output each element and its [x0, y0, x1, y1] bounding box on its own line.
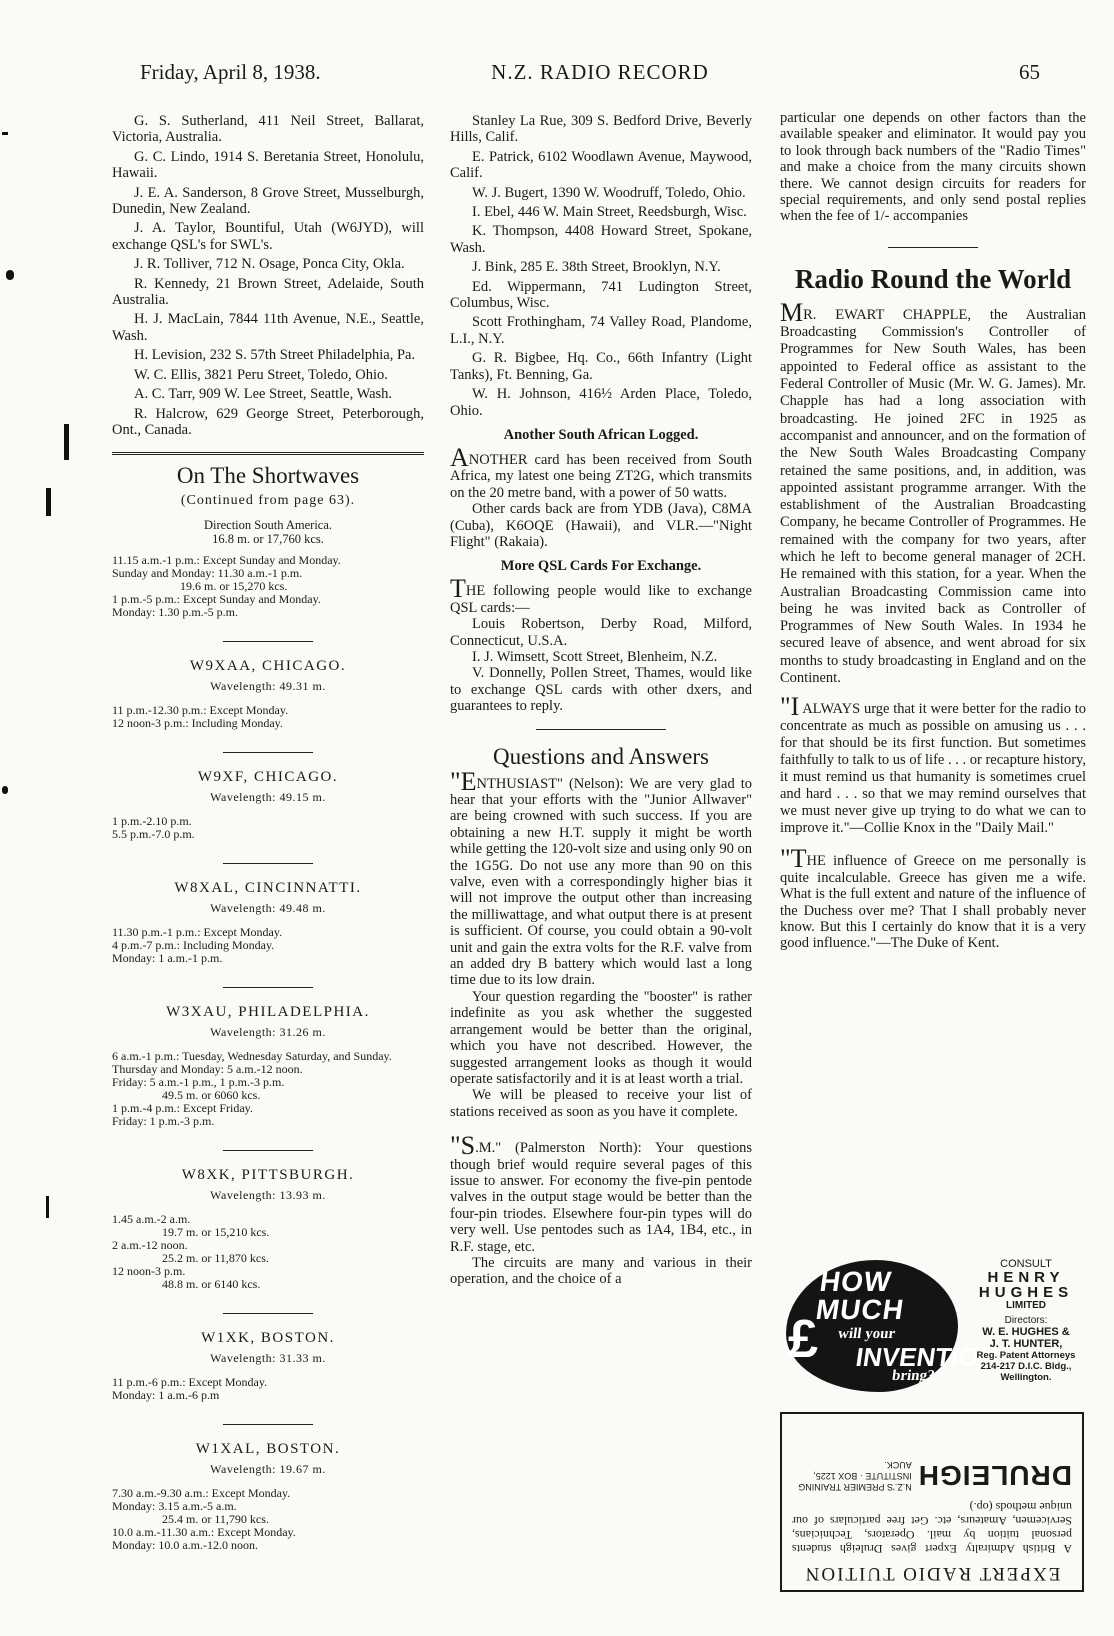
institute-line: INSTITUTE · BOX 1225, AUCK.: [813, 1460, 912, 1481]
ad-firm-details: [962, 1258, 1090, 1383]
station-schedule: [112, 1213, 424, 1291]
station-block: [112, 1167, 424, 1291]
margin-mark: [46, 488, 51, 516]
page-number: 65: [1019, 60, 1040, 84]
schedule-line: 4 p.m.-7 p.m.: Including Monday.: [112, 937, 275, 952]
schedule-line: Monday: 1.30 p.m.-5 p.m.: [112, 604, 238, 619]
list-item: I. J. Wimsett, Scott Street, Blenheim, N.Z.: [472, 648, 718, 665]
answer-paragraph: [450, 766, 752, 989]
institute-line: N.Z.'S PREMIER TRAINING: [798, 1482, 912, 1492]
schedule-line: 49.5 m. or 6060 kcs.: [162, 1087, 261, 1102]
schedule-line: 10.0 a.m.-11.30 a.m.: Except Monday.: [112, 1524, 296, 1539]
list-item: H. J. MacLain, 7844 11th Avenue, N.E., Seattle, Wash.: [112, 311, 424, 344]
shortwaves-subtitle: (Continued from page 63).: [180, 493, 356, 509]
paragraph-text: R. EWART CHAPPLE, the Australian Broadcasting Commission's Controller of Programmes for New South Wales, has been appointed to Federal office as assistant to the Federal Controller of Music (Mr. W. G. James). Mr. Chapple has had a long association with broadcasting. He joined 2FC in 1925 as accompanist and announcer, and on the formation of the New South Wales Broadcasting Company retained the same positions, and, in addition, was appointed assistant programme arranger. With the establishment of the Australian Broadcasting Company, he became Controller of Programmes. He remained with the company for two years, after which he left to become general manager of 2CH. He remained with this station, for a year. When the Australian Broadcasting Commission came into being he was invited back as Controller of Programmes of New South Wales. In 1934 he secured leave of absence, and went abroad for six months to study broadcasting in England and on the Continent.: [780, 306, 1086, 687]
station-wavelength: Wavelength: 19.67 m.: [210, 1461, 326, 1476]
station-block: [112, 880, 424, 965]
paragraph-text: HE influence of Greece on me personally is quite incalculable. Greece has given me a wife. What is the full extent and nature of the influence of the Duchess over me? That I shall probably never know. But this I certainly do know that it is a very good influence."—The Duke of Kent.: [780, 853, 1086, 952]
list-item: J. A. Taylor, Bountiful, Utah (W6JYD), will exchange QSL's for SWL's.: [112, 220, 424, 253]
ad-firm-name: HUGHES: [978, 1284, 1074, 1301]
druleigh-logo: DRULEIGH: [917, 1460, 1072, 1492]
station-block: [112, 658, 424, 730]
station-wavelength: Wavelength: 31.26 m.: [210, 1024, 326, 1039]
margin-mark: [46, 1196, 49, 1218]
answer-continued: particular one depends on other factors than the available speaker and eliminator. It would pay you to look through back numbers of the "Radio Times" and make a choice from the many circuits shown there. We cannot design circuits for readers for special requirements, and only send postal replies when the fee of 1/- accompanies: [780, 110, 1086, 225]
qsl-intro-paragraph: [450, 574, 752, 616]
answer-paragraph: We will be pleased to receive your list of stations received as soon as you have it complete.: [450, 1087, 752, 1120]
tuition-ad-body: A British Admiralty Expert gives Druleigh students personal tuition by mail. Operators, Technicians, Servicemen, Amateurs, etc. Get free particulars of our unique methods (op.): [792, 1500, 1072, 1556]
station-name: W1XAL, BOSTON.: [195, 1440, 341, 1457]
list-item: V. Donnelly, Pollen Street, Thames, would like to exchange QSL cards with other dxers, and guarantees to reply.: [450, 665, 752, 715]
list-item: A. C. Tarr, 909 W. Lee Street, Seattle, Wash.: [134, 386, 393, 403]
station-wavelength: Wavelength: 13.93 m.: [210, 1187, 326, 1202]
answer-paragraph: [450, 1131, 752, 1255]
station-name: W9XAA, CHICAGO.: [189, 657, 347, 674]
qsl-list-continued: [450, 113, 752, 419]
quote-paragraph: [780, 692, 1086, 837]
radio-round-world-title: Radio Round the World: [794, 263, 1072, 294]
schedule-line: 48.8 m. or 6140 kcs.: [162, 1276, 261, 1291]
qsl-exchange-heading: More QSL Cards For Exchange.: [500, 558, 702, 575]
station-schedule: [112, 704, 424, 730]
ad-registration: Reg. Patent Attorneys: [976, 1350, 1076, 1361]
margin-mark: [2, 132, 8, 135]
ad-director-name: W. E. HUGHES &: [982, 1326, 1070, 1338]
list-item: J. R. Tolliver, 712 N. Osage, Ponca City, Okla.: [134, 256, 405, 273]
schedule-line: Monday: 3.15 a.m.-5 a.m.: [112, 1498, 237, 1513]
drop-cap: M: [780, 297, 804, 327]
qsl-list-continued: [112, 113, 424, 438]
margin-mark: [6, 270, 14, 280]
paragraph-text: .M." (Palmerston North): Your questions though brief would require several pages of this issue to answer. For economy the five-pin pentode valves in the output stage would be better than the four-pin triodes. Elsewhere four-pin types will do very well. Use pentodes such as 1A4, 1B4, etc., in R.F. stage, etc.: [450, 1140, 752, 1255]
ad-consult: CONSULT: [1000, 1258, 1052, 1270]
patent-advertisement: [786, 1258, 1088, 1398]
ad-headline-will-your: will your: [836, 1326, 897, 1342]
paragraph: Other cards back are from YDB (Java), C8MA (Cuba), K6OQE (Hawaii), and VLR.—"Night Flight" (Rakaia).: [450, 501, 752, 550]
page-header: [140, 60, 1060, 90]
list-item: G. R. Bigbee, Hq. Co., 66th Infantry (Light Tanks), Ft. Benning, Ga.: [450, 350, 752, 383]
quote-paragraph: [780, 844, 1086, 952]
tuition-ad-institute: [792, 1459, 912, 1492]
paragraph-text: NOTHER card has been received from South Africa, my latest one being ZT2G, which transmits on the 20 metre band, with a power of 50 watts.: [450, 451, 752, 501]
paragraph-text: HE following people would like to exchange QSL cards:—: [450, 583, 752, 616]
station-divider: [223, 1424, 313, 1425]
station-divider: [223, 863, 313, 864]
tuition-ad-inverted: [782, 1414, 1082, 1590]
station-wavelength: Wavelength: 49.31 m.: [210, 678, 326, 693]
schedule-line: 11 p.m.-12.30 p.m.: Except Monday.: [112, 702, 289, 717]
list-item: H. Levision, 232 S. 57th Street Philadelphia, Pa.: [134, 347, 416, 364]
drop-cap: A: [450, 442, 469, 472]
station-block: [112, 1330, 424, 1402]
pound-sign-icon: £: [788, 1309, 819, 1369]
schedule-line: 19.7 m. or 15,210 kcs.: [162, 1224, 270, 1239]
list-item: R. Kennedy, 21 Brown Street, Adelaide, South Australia.: [112, 275, 424, 309]
publication-title: N.Z. RADIO RECORD: [491, 60, 709, 84]
ad-firm-name: HENRY: [987, 1269, 1065, 1286]
list-item: J. Bink, 285 E. 38th Street, Brooklyn, N.Y.: [472, 259, 721, 276]
list-item: Stanley La Rue, 309 S. Bedford Drive, Beverly Hills, Calif.: [450, 113, 752, 146]
station-name: W3XAU, PHILADELPHIA.: [166, 1003, 370, 1020]
schedule-line: Thursday and Monday: 5 a.m.-12 noon.: [112, 1061, 303, 1076]
station-schedule: [112, 1376, 424, 1402]
station-divider: [223, 1313, 313, 1314]
schedule-line: Friday: 1 p.m.-3 p.m.: [112, 1113, 215, 1128]
divider: [536, 729, 666, 730]
schedule-line: 1 p.m.-5 p.m.: Except Sunday and Monday.: [112, 591, 321, 606]
south-america-schedule: [112, 554, 424, 619]
station-divider: [223, 752, 313, 753]
ad-city: Wellington.: [1000, 1372, 1052, 1383]
section-divider: [112, 452, 424, 455]
answer-paragraph: Your question regarding the "booster" is rather indefinite as you ask whether the suggested arrangement would be better than the original, which you have not described. However, the suggested arrangement looks as though it would operate satisfactorily and it is at least worth a trial.: [450, 988, 752, 1087]
station-divider: [223, 641, 313, 642]
station-wavelength: Wavelength: 49.15 m.: [210, 789, 326, 804]
schedule-line: 1 p.m.-2.10 p.m.: [112, 813, 192, 828]
station-schedule: [112, 1050, 424, 1128]
ad-headline-bring: bring?: [890, 1368, 936, 1384]
list-item: Ed. Wippermann, 741 Ludington Street, Columbus, Wisc.: [450, 278, 752, 312]
tuition-ad-title: EXPERT RADIO TUITION: [803, 1563, 1061, 1584]
south-african-paragraph: [450, 442, 752, 501]
station-name: W9XF, CHICAGO.: [197, 768, 339, 785]
list-item: E. Patrick, 6102 Woodlawn Avenue, Maywood, Calif.: [450, 148, 752, 182]
schedule-line: 7.30 a.m.-9.30 a.m.: Except Monday.: [112, 1485, 291, 1500]
station-name: W1XK, BOSTON.: [201, 1329, 335, 1346]
schedule-line: 2 a.m.-12 noon.: [112, 1237, 188, 1252]
station-wavelength: Wavelength: 31.33 m.: [210, 1350, 326, 1365]
tuition-ad-banner: [792, 1459, 1072, 1492]
south-african-heading: Another South African Logged.: [503, 426, 699, 443]
station-name: W8XK, PITTSBURGH.: [181, 1166, 355, 1183]
schedule-line: Monday: 10.0 a.m.-12.0 noon.: [112, 1537, 258, 1552]
schedule-line: Sunday and Monday: 11.30 a.m.-1 p.m.: [112, 565, 303, 580]
paragraph-text: ALWAYS urge that it were better for the radio to concentrate as much as possible on amusing us . . . for that should be its first function. But sometimes faithfully to talk to us of life . . . or recapture history, it must remind us that humanity is sometimes cruel and hard . . . so that we may remind ourselves that we must never give up trying to do what we can to improve it."—Collie Knox in the "Daily Mail.": [780, 701, 1086, 837]
list-item: R. Halcrow, 629 George Street, Peterborough, Ont., Canada.: [112, 405, 424, 438]
list-item: W. H. Johnson, 416½ Arden Place, Toledo, Ohio.: [450, 386, 752, 419]
schedule-line: 11 p.m.-6 p.m.: Except Monday.: [112, 1374, 268, 1389]
schedule-line: 19.6 m. or 15,270 kcs.: [180, 578, 288, 593]
station-divider: [223, 1150, 313, 1151]
drop-cap: "T: [780, 844, 807, 874]
station-block: [112, 1004, 424, 1128]
shortwaves-title: On The Shortwaves: [176, 463, 360, 489]
ad-headline-how: HOW: [817, 1266, 894, 1297]
schedule-line: 11.15 a.m.-1 p.m.: Except Sunday and Monday.: [112, 552, 341, 567]
list-item: Scott Frothingham, 74 Valley Road, Plandome, L.I., N.Y.: [450, 314, 752, 347]
schedule-line: 12 noon-3 p.m.: Including Monday.: [112, 715, 283, 730]
south-america-freq: 16.8 m. or 17,760 kcs.: [212, 531, 324, 546]
paragraph-text: NTHUSIAST" (Nelson): We are very glad to hear that your efforts with the "Junior Allwaver" are being crowned with such success. If you are obtaining a new H.T. supply it might be worth while getting the 120-volt size and using only 90 on the 1G5G. Do not use any more than 90 on this valve, even with a correspondingly higher bias it will not improve the output other than increasing the milliwattage, and what output there is at present is sufficient. Of course, you could obtain a 90-volt unit and gain the extra volts for the R.F. valve from an added dry B battery which would last a long time due to its low drain.: [450, 775, 752, 989]
schedule-line: Monday: 1 a.m.-1 p.m.: [112, 950, 223, 965]
schedule-line: 6 a.m.-1 p.m.: Tuesday, Wednesday Saturday, and Sunday.: [112, 1048, 392, 1063]
station-wavelength: Wavelength: 49.48 m.: [210, 900, 326, 915]
station-schedule: [112, 1487, 424, 1552]
station-block: [112, 1441, 424, 1552]
ad-directors-label: Directors:: [1004, 1315, 1048, 1326]
schedule-line: Friday: 5 a.m.-1 p.m., 1 p.m.-3 p.m.: [112, 1074, 285, 1089]
tuition-advertisement: [780, 1412, 1084, 1592]
ad-director-name: J. T. HUNTER,: [989, 1338, 1063, 1350]
ad-address: 214-217 D.I.C. Bldg.,: [980, 1361, 1072, 1372]
schedule-line: 1 p.m.-4 p.m.: Except Friday.: [112, 1100, 253, 1115]
questions-answers-title: Questions and Answers: [493, 743, 709, 769]
column-1: [112, 110, 424, 1552]
station-divider: [223, 987, 313, 988]
list-item: K. Thompson, 4408 Howard Street, Spokane, Wash.: [450, 223, 752, 256]
list-item: G. C. Lindo, 1914 S. Beretania Street, Honolulu, Hawaii.: [112, 148, 424, 182]
station-name: W8XAL, CINCINNATTI.: [174, 879, 362, 896]
schedule-line: 25.4 m. or 11,790 kcs.: [162, 1511, 269, 1526]
station-schedule: [112, 815, 424, 841]
issue-date: Friday, April 8, 1938.: [140, 60, 321, 84]
chapple-paragraph: [780, 297, 1086, 688]
schedule-line: Monday: 1 a.m.-6 p.m: [112, 1387, 220, 1402]
margin-mark: [64, 424, 69, 460]
list-item: W. C. Ellis, 3821 Peru Street, Toledo, Ohio.: [134, 366, 388, 383]
drop-cap: "E: [450, 766, 477, 796]
column-2: [450, 110, 752, 1288]
ad-headline-much: MUCH: [813, 1294, 907, 1325]
south-america-heading: Direction South America.: [203, 518, 333, 533]
ad-limited: LIMITED: [1006, 1300, 1046, 1311]
list-item: J. E. A. Sanderson, 8 Grove Street, Musselburgh, Dunedin, New Zealand.: [112, 184, 424, 218]
station-list: [112, 641, 424, 1552]
list-item: W. J. Bugert, 1390 W. Woodruff, Toledo, Ohio.: [472, 184, 746, 201]
schedule-line: 25.2 m. or 11,870 kcs.: [162, 1250, 269, 1265]
drop-cap: "I: [780, 692, 800, 722]
station-schedule: [112, 926, 424, 965]
list-item: Louis Robertson, Derby Road, Milford, Connecticut, U.S.A.: [450, 616, 752, 649]
divider: [888, 247, 978, 248]
schedule-line: 1.45 a.m.-2 a.m.: [112, 1211, 191, 1226]
schedule-line: 12 noon-3 p.m.: [112, 1263, 186, 1278]
answer-paragraph: The circuits are many and various in their operation, and the choice of a: [450, 1254, 752, 1288]
ad-headline-invention: INVENTION: [853, 1342, 1000, 1372]
schedule-line: 11.30 p.m.-1 p.m.: Except Monday.: [112, 924, 283, 939]
drop-cap: "S: [450, 1131, 476, 1161]
column-3: [780, 110, 1086, 952]
schedule-line: 5.5 p.m.-7.0 p.m.: [112, 826, 195, 841]
list-item: I. Ebel, 446 W. Main Street, Reedsburgh, Wisc.: [472, 204, 747, 221]
margin-mark: [2, 786, 8, 794]
list-item: G. S. Sutherland, 411 Neil Street, Ballarat, Victoria, Australia.: [112, 113, 424, 146]
drop-cap: T: [450, 574, 466, 604]
station-block: [112, 769, 424, 841]
